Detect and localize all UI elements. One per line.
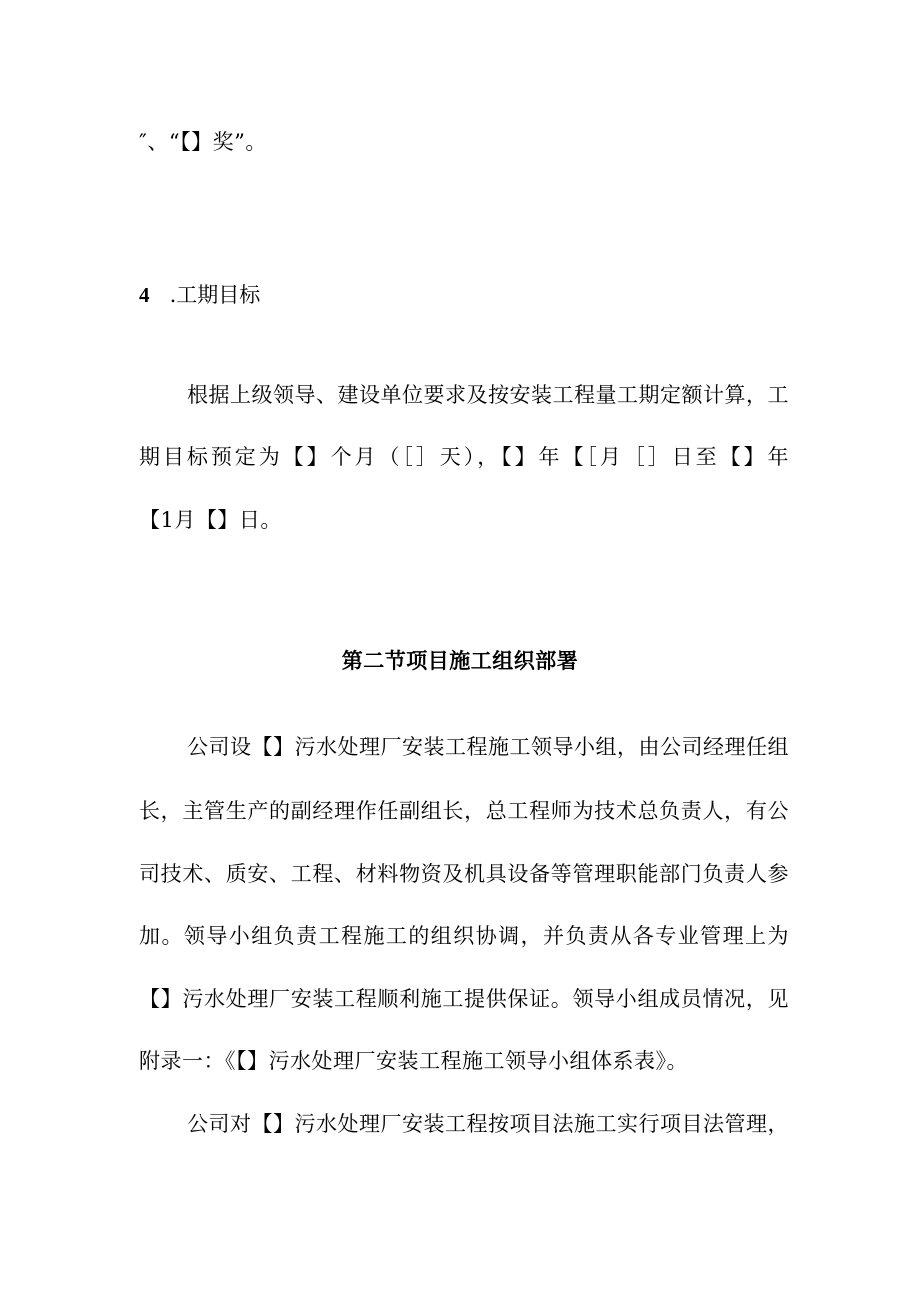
- paragraph-2-line-1: 公司对【】污水处理厂安装工程按项目法施工实行项目法管理，: [187, 1112, 789, 1136]
- goal-paragraph-line-3: 【1月【】日。: [139, 508, 282, 532]
- paragraph-1-line-5: 【】污水处理厂安装工程顺利施工提供保证。领导小组成员情况，见: [139, 987, 789, 1011]
- goal-paragraph-line-2: 期目标预定为【】个月（［］天），【】年【［月［］日至【】年: [139, 445, 789, 469]
- goal-paragraph-line-1: 根据上级领导、建设单位要求及按安装工程量工期定额计算，工: [187, 383, 789, 407]
- schedule-goal-heading: [139, 281, 260, 309]
- heading-title: .工期目标: [169, 283, 261, 307]
- paragraph-1-line-1: 公司设【】污水处理厂安装工程施工领导小组，由公司经理任组: [187, 735, 789, 759]
- heading-number: 4: [139, 283, 150, 307]
- section-title: 第二节项目施工组织部署: [341, 648, 579, 673]
- paragraph-1-line-6: 附录一：《【】污水处理厂安装工程施工领导小组体系表》。: [139, 1049, 688, 1073]
- paragraph-1-line-2: 长，主管生产的副经理作任副组长，总工程师为技术总负责人，有公: [139, 799, 789, 823]
- paragraph-1-line-3: 司技术、质安、工程、材料物资及机具设备等管理职能部门负责人参: [139, 862, 789, 886]
- paragraph-1-line-4: 加。领导小组负责工程施工的组织协调，并负责从各专业管理上为: [139, 924, 789, 948]
- text-line-awards: ″、“【】奖”。: [139, 130, 267, 154]
